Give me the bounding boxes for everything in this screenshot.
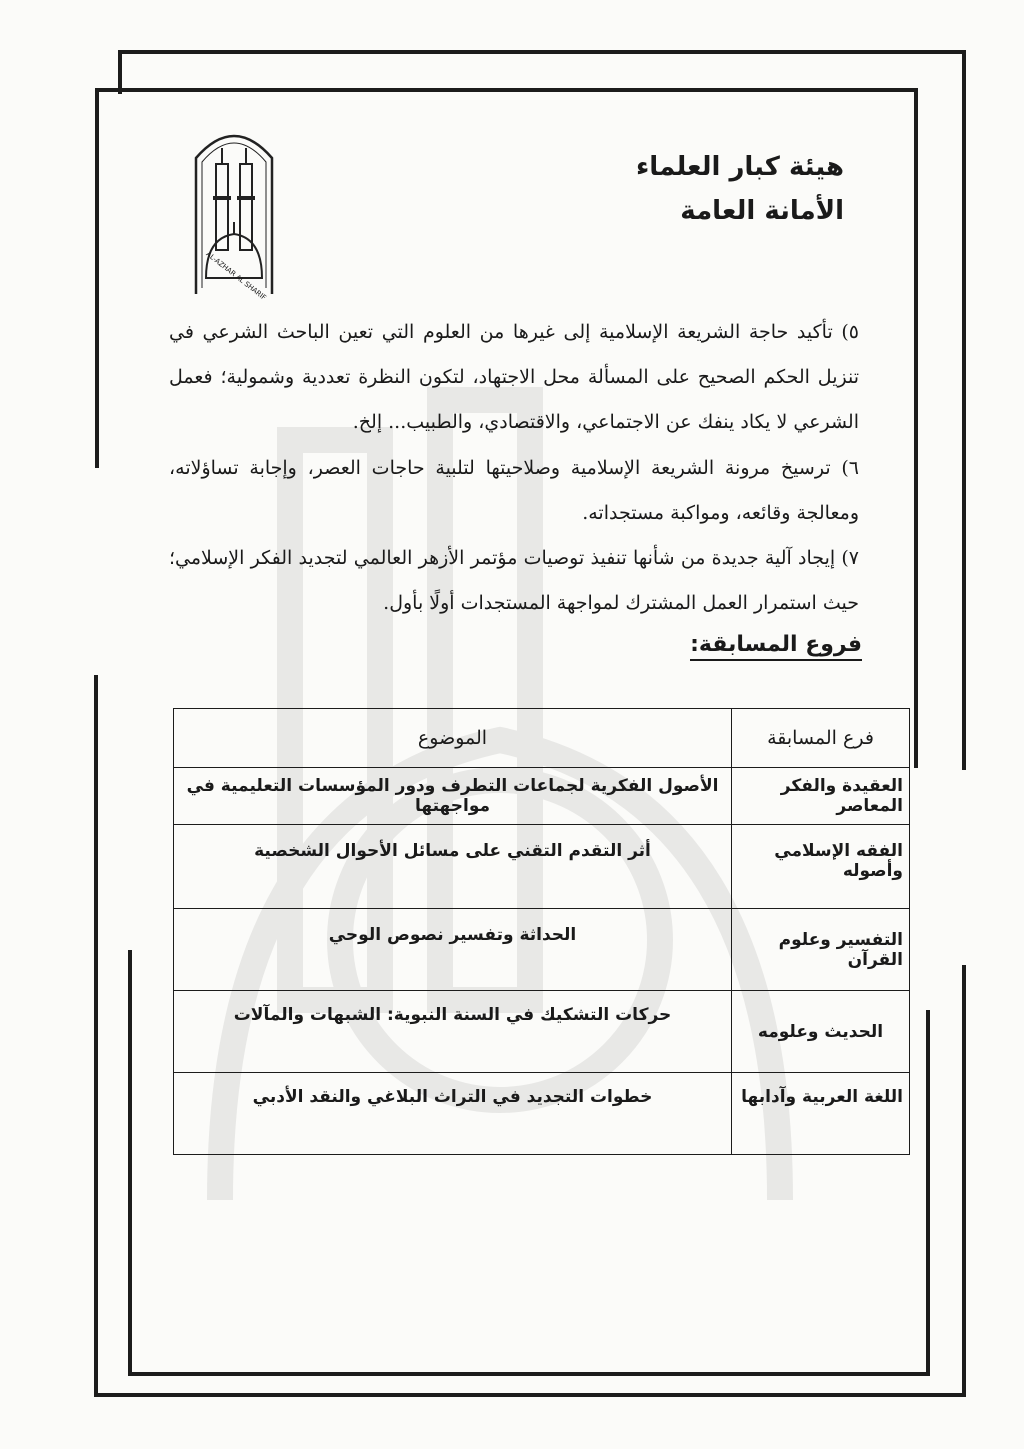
- competition-branches-table: [173, 708, 910, 1155]
- branch-cell: التفسير وعلوم القرآن: [732, 909, 910, 991]
- table-row: [174, 991, 910, 1073]
- table-row: [174, 825, 910, 909]
- recommendation-5: ٥) تأكيد حاجة الشريعة الإسلامية إلى غيرها من العلوم التي تعين الباحث الشرعي في تنزيل الحكم الصحيح على المسألة محل الاجتهاد، لتكون النظرة تعددية وشمولية؛ فعمل الشرعي لا يكاد ينفك عن الاجتماعي، والاقتصادي، والطبيب... إلخ.: [169, 321, 859, 433]
- frame-bottom-outer: [94, 1393, 964, 1397]
- recommendation-6: ٦) ترسيخ مرونة الشريعة الإسلامية وصلاحيتها لتلبية حاجات العصر، وإجابة تساؤلاته، ومعالجة وقائعه، ومواكبة مستجداته.: [169, 457, 859, 524]
- frame-right-lower-inner: [926, 1010, 930, 1376]
- frame-right-outer: [962, 50, 966, 770]
- branch-cell: العقيدة والفكر المعاصر: [732, 768, 910, 825]
- frame-bottom-inner: [128, 1372, 928, 1376]
- frame-left-inner: [95, 88, 99, 468]
- topic-cell: الحداثة وتفسير نصوص الوحي: [174, 909, 732, 991]
- column-header-topic: الموضوع: [174, 709, 732, 768]
- branch-cell: الفقه الإسلامي وأصوله: [732, 825, 910, 909]
- frame-right-lower-outer: [962, 965, 966, 1397]
- frame-top-inner: [95, 88, 917, 92]
- topic-cell: حركات التشكيك في السنة النبوية: الشبهات والمآلات: [174, 991, 732, 1073]
- branch-cell: الحديث وعلومه: [732, 991, 910, 1073]
- table-row: [174, 768, 910, 825]
- topic-cell: خطوات التجديد في التراث البلاغي والنقد الأدبي: [174, 1073, 732, 1155]
- branch-cell: اللغة العربية وآدابها: [732, 1073, 910, 1155]
- column-header-branch: فرع المسابقة: [732, 709, 910, 768]
- table-header-row: [174, 709, 910, 768]
- frame-right-inner: [914, 88, 918, 768]
- frame-left-lower: [94, 675, 98, 1395]
- organization-name: هيئة كبار العلماء: [635, 152, 844, 182]
- frame-left-lower-inner: [128, 950, 132, 1375]
- section-title: فروع المسابقة:: [690, 632, 862, 661]
- table-row: [174, 1073, 910, 1155]
- topic-cell: الأصول الفكرية لجماعات التطرف ودور المؤسسات التعليمية في مواجهتها: [174, 768, 732, 825]
- frame-top-outer: [120, 50, 964, 54]
- table-row: [174, 909, 910, 991]
- recommendation-7: ٧) إيجاد آلية جديدة من شأنها تنفيذ توصيات مؤتمر الأزهر العالمي لتجديد الفكر الإسلامي؛ حيث استمرار العمل المشترك لمواجهة المستجدات أولًا بأول.: [169, 547, 859, 614]
- department-name: الأمانة العامة: [680, 196, 844, 226]
- logo-caption: AL-AZHAR AL SHARIF: [204, 250, 268, 302]
- topic-cell: أثر التقدم التقني على مسائل الأحوال الشخصية: [174, 825, 732, 909]
